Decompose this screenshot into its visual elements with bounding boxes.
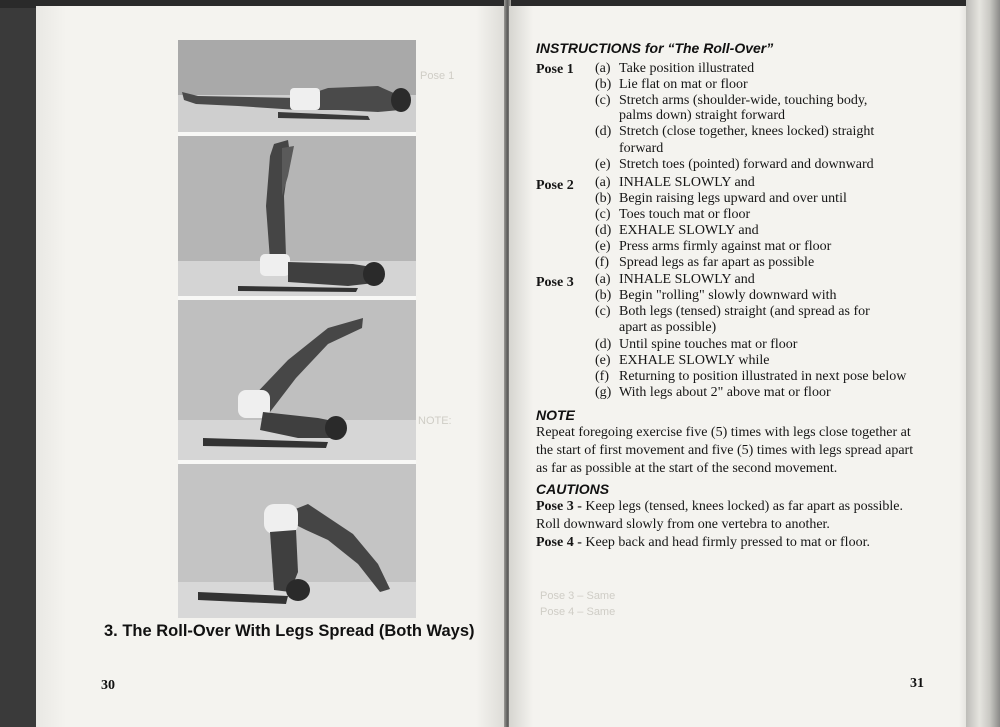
- show-through-text: NOTE:: [418, 415, 452, 427]
- instructions-title: INSTRUCTIONS for “The Roll-Over”: [536, 40, 774, 56]
- pose-1-label: Pose 1: [536, 62, 574, 77]
- instruction-item: (d) Until spine touches mat or floor: [595, 337, 798, 352]
- figure-caption: 3. The Roll-Over With Legs Spread (Both Ways): [104, 622, 475, 640]
- instruction-item: (a) Take position illustrated: [595, 61, 755, 76]
- photo-legs-overhead: [178, 464, 416, 618]
- instruction-item-continued: palms down) straight forward: [619, 108, 786, 123]
- page-number-right: 31: [910, 676, 924, 691]
- instruction-item-continued: forward: [619, 141, 664, 156]
- instruction-item: (d) EXHALE SLOWLY and: [595, 223, 759, 238]
- photo-legs-vertical: [178, 136, 416, 296]
- page-edges: [966, 0, 1000, 727]
- instruction-item: (c) Both legs (tensed) straight (and spread as for: [595, 304, 870, 319]
- instruction-item: (a) INHALE SLOWLY and: [595, 272, 755, 287]
- photo-lying-flat: [178, 40, 416, 132]
- cautions-heading: CAUTIONS: [536, 481, 610, 497]
- show-through-text: Pose 4 – Same: [540, 606, 616, 618]
- instruction-item: (f) Spread legs as far apart as possible: [595, 255, 815, 270]
- photo-legs-raised: [178, 300, 416, 460]
- instruction-item: (b) Begin raising legs upward and over until: [595, 191, 847, 206]
- instruction-item: (e) Press arms firmly against mat or floor: [595, 239, 832, 254]
- instruction-item: (f) Returning to position illustrated in next pose below: [595, 369, 907, 384]
- instruction-item: (g) With legs about 2" above mat or floor: [595, 385, 831, 400]
- note-paragraph: Repeat foregoing exercise five (5) times with legs close together at the start of first movement and five (5) times with legs spread apart as far as possible at the start of the second movement.: [536, 425, 914, 476]
- caution-pose-4: Pose 4 - Keep back and head firmly pressed to mat or floor.: [536, 535, 870, 550]
- instruction-item: (e) Stretch toes (pointed) forward and downward: [595, 157, 874, 172]
- instruction-item-continued: apart as possible): [619, 320, 717, 335]
- page-number-left: 30: [101, 678, 115, 693]
- pose-3-label: Pose 3: [536, 275, 574, 290]
- instruction-item: (c) Stretch arms (shoulder-wide, touching body,: [595, 93, 868, 108]
- instruction-item: (e) EXHALE SLOWLY while: [595, 353, 770, 368]
- show-through-text: Pose 3 – Same: [540, 590, 616, 602]
- note-heading: NOTE: [536, 407, 575, 423]
- show-through-text: Pose 1: [420, 70, 455, 82]
- instruction-item: (c) Toes touch mat or floor: [595, 207, 751, 222]
- pose-2-label: Pose 2: [536, 178, 574, 193]
- exercise-photo-strip: [178, 40, 416, 618]
- instruction-item: (d) Stretch (close together, knees locked) straight: [595, 124, 875, 139]
- caution-pose-3: Pose 3 - Keep legs (tensed, knees locked) as far apart as possible. Roll downward slowly from one vertebra to another.: [536, 499, 903, 532]
- instruction-item: (b) Lie flat on mat or floor: [595, 77, 748, 92]
- instruction-item: (a) INHALE SLOWLY and: [595, 175, 755, 190]
- instruction-item: (b) Begin "rolling" slowly downward with: [595, 288, 837, 303]
